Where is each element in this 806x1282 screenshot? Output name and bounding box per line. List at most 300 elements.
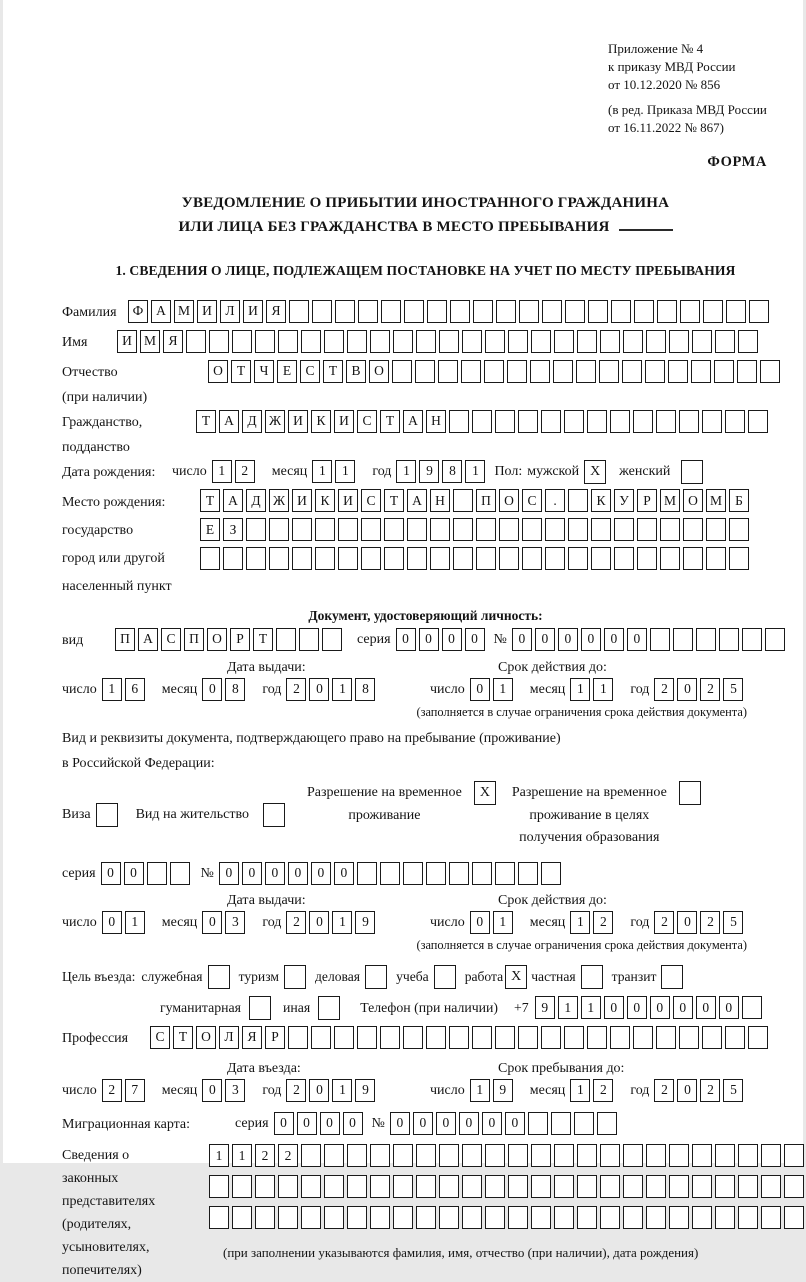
char-cell[interactable] (646, 330, 666, 353)
birth-place-row-1[interactable] (200, 489, 752, 512)
char-cell[interactable] (324, 1206, 344, 1229)
purpose-humanitarian-checkbox[interactable] (249, 996, 271, 1020)
purpose-private-checkbox[interactable] (581, 965, 603, 989)
char-cell[interactable] (680, 300, 700, 323)
char-cell[interactable]: 1 (212, 460, 232, 483)
char-cell[interactable]: 1 (558, 996, 578, 1019)
purpose-transit-checkbox[interactable] (661, 965, 683, 989)
char-cell[interactable] (269, 547, 289, 570)
char-cell[interactable]: Е (200, 518, 220, 541)
char-cell[interactable]: Р (265, 1026, 285, 1049)
char-cell[interactable]: 0 (459, 1112, 479, 1135)
char-cell[interactable] (403, 1026, 423, 1049)
char-cell[interactable]: 6 (125, 678, 145, 701)
char-cell[interactable] (691, 360, 711, 383)
char-cell[interactable] (209, 330, 229, 353)
char-cell[interactable] (784, 1144, 804, 1167)
char-cell[interactable] (426, 862, 446, 885)
char-cell[interactable]: 0 (512, 628, 532, 651)
char-cell[interactable] (269, 518, 289, 541)
char-cell[interactable] (393, 330, 413, 353)
char-cell[interactable] (679, 410, 699, 433)
migration-seriya-input[interactable] (274, 1112, 366, 1135)
char-cell[interactable]: М (660, 489, 680, 512)
birth-place-row-2[interactable] (200, 518, 752, 541)
char-cell[interactable]: 0 (343, 1112, 363, 1135)
char-cell[interactable]: 0 (219, 862, 239, 885)
char-cell[interactable] (600, 1175, 620, 1198)
char-cell[interactable] (726, 300, 746, 323)
char-cell[interactable] (611, 300, 631, 323)
char-cell[interactable]: 2 (654, 1079, 674, 1102)
char-cell[interactable] (255, 1206, 275, 1229)
char-cell[interactable] (361, 547, 381, 570)
char-cell[interactable]: 0 (202, 678, 222, 701)
char-cell[interactable] (703, 300, 723, 323)
char-cell[interactable]: 0 (677, 1079, 697, 1102)
char-cell[interactable]: 0 (265, 862, 285, 885)
char-cell[interactable] (568, 547, 588, 570)
char-cell[interactable] (564, 1026, 584, 1049)
char-cell[interactable] (370, 1175, 390, 1198)
char-cell[interactable]: О (207, 628, 227, 651)
char-cell[interactable] (530, 360, 550, 383)
char-cell[interactable] (683, 547, 703, 570)
purpose-tourism-checkbox[interactable] (284, 965, 306, 989)
patronymic-input[interactable] (208, 360, 783, 383)
char-cell[interactable] (633, 1026, 653, 1049)
char-cell[interactable] (600, 1206, 620, 1229)
char-cell[interactable]: 0 (677, 678, 697, 701)
char-cell[interactable]: 2 (278, 1144, 298, 1167)
char-cell[interactable]: Д (246, 489, 266, 512)
stay-day[interactable] (470, 1079, 516, 1102)
char-cell[interactable] (568, 489, 588, 512)
char-cell[interactable] (473, 300, 493, 323)
char-cell[interactable]: 0 (650, 996, 670, 1019)
char-cell[interactable]: 0 (696, 996, 716, 1019)
char-cell[interactable] (591, 518, 611, 541)
char-cell[interactable]: А (219, 410, 239, 433)
purpose-work-checkbox[interactable]: X (505, 965, 527, 989)
char-cell[interactable] (472, 1026, 492, 1049)
char-cell[interactable] (439, 330, 459, 353)
phone-input[interactable] (535, 996, 765, 1019)
char-cell[interactable] (209, 1206, 229, 1229)
char-cell[interactable]: Т (231, 360, 251, 383)
char-cell[interactable] (276, 628, 296, 651)
char-cell[interactable] (232, 330, 252, 353)
char-cell[interactable] (715, 330, 735, 353)
char-cell[interactable] (499, 547, 519, 570)
char-cell[interactable] (610, 410, 630, 433)
char-cell[interactable] (765, 628, 785, 651)
identity-doc-number-input[interactable] (512, 628, 788, 651)
residence-valid-day[interactable] (470, 911, 516, 934)
char-cell[interactable]: 0 (202, 1079, 222, 1102)
char-cell[interactable]: 0 (242, 862, 262, 885)
char-cell[interactable] (588, 300, 608, 323)
char-cell[interactable] (749, 300, 769, 323)
char-cell[interactable] (324, 1144, 344, 1167)
char-cell[interactable] (542, 300, 562, 323)
char-cell[interactable] (301, 330, 321, 353)
char-cell[interactable] (255, 330, 275, 353)
char-cell[interactable]: Т (173, 1026, 193, 1049)
char-cell[interactable] (392, 360, 412, 383)
stay-month[interactable] (570, 1079, 616, 1102)
char-cell[interactable]: Ч (254, 360, 274, 383)
char-cell[interactable]: 2 (102, 1079, 122, 1102)
char-cell[interactable]: В (346, 360, 366, 383)
char-cell[interactable] (600, 330, 620, 353)
char-cell[interactable]: 0 (436, 1112, 456, 1135)
identity-valid-year[interactable] (654, 678, 746, 701)
char-cell[interactable] (737, 360, 757, 383)
char-cell[interactable] (657, 300, 677, 323)
char-cell[interactable] (416, 1206, 436, 1229)
char-cell[interactable] (545, 518, 565, 541)
citizenship-input[interactable] (196, 410, 771, 433)
char-cell[interactable]: 3 (225, 911, 245, 934)
char-cell[interactable]: Я (163, 330, 183, 353)
char-cell[interactable]: 1 (102, 678, 122, 701)
char-cell[interactable]: 1 (570, 678, 590, 701)
representatives-row-1[interactable] (209, 1144, 806, 1167)
char-cell[interactable]: 1 (470, 1079, 490, 1102)
identity-valid-month[interactable] (570, 678, 616, 701)
purpose-official-checkbox[interactable] (208, 965, 230, 989)
char-cell[interactable] (738, 330, 758, 353)
char-cell[interactable]: 0 (101, 862, 121, 885)
char-cell[interactable]: 0 (309, 1079, 329, 1102)
char-cell[interactable] (407, 518, 427, 541)
char-cell[interactable] (370, 1144, 390, 1167)
char-cell[interactable] (637, 547, 657, 570)
char-cell[interactable] (439, 1206, 459, 1229)
rvp-checkbox[interactable]: X (474, 781, 496, 805)
char-cell[interactable] (623, 1206, 643, 1229)
char-cell[interactable] (531, 1206, 551, 1229)
char-cell[interactable] (591, 547, 611, 570)
char-cell[interactable] (637, 518, 657, 541)
char-cell[interactable] (784, 1206, 804, 1229)
char-cell[interactable]: 2 (593, 1079, 613, 1102)
char-cell[interactable] (147, 862, 167, 885)
char-cell[interactable]: 2 (654, 678, 674, 701)
char-cell[interactable] (415, 360, 435, 383)
char-cell[interactable] (301, 1206, 321, 1229)
char-cell[interactable]: П (476, 489, 496, 512)
char-cell[interactable]: П (115, 628, 135, 651)
char-cell[interactable]: 0 (719, 996, 739, 1019)
char-cell[interactable] (692, 330, 712, 353)
char-cell[interactable]: 0 (558, 628, 578, 651)
char-cell[interactable] (656, 410, 676, 433)
char-cell[interactable]: И (288, 410, 308, 433)
char-cell[interactable]: О (208, 360, 228, 383)
migration-number-input[interactable] (390, 1112, 620, 1135)
char-cell[interactable] (577, 1175, 597, 1198)
char-cell[interactable] (315, 547, 335, 570)
char-cell[interactable]: 0 (309, 678, 329, 701)
char-cell[interactable] (725, 1026, 745, 1049)
char-cell[interactable]: 8 (355, 678, 375, 701)
char-cell[interactable] (439, 1175, 459, 1198)
char-cell[interactable]: Р (230, 628, 250, 651)
char-cell[interactable] (646, 1144, 666, 1167)
char-cell[interactable] (683, 518, 703, 541)
char-cell[interactable]: 0 (390, 1112, 410, 1135)
char-cell[interactable] (439, 1144, 459, 1167)
entry-year[interactable] (286, 1079, 378, 1102)
char-cell[interactable]: 1 (493, 911, 513, 934)
residence-issue-month[interactable] (202, 911, 248, 934)
char-cell[interactable] (706, 547, 726, 570)
char-cell[interactable]: Т (384, 489, 404, 512)
char-cell[interactable]: Ж (265, 410, 285, 433)
char-cell[interactable]: 1 (332, 911, 352, 934)
birth-year-input[interactable] (396, 460, 488, 483)
char-cell[interactable]: 5 (723, 1079, 743, 1102)
char-cell[interactable]: 5 (723, 911, 743, 934)
char-cell[interactable] (484, 360, 504, 383)
char-cell[interactable] (278, 1175, 298, 1198)
char-cell[interactable] (679, 1026, 699, 1049)
char-cell[interactable] (623, 1144, 643, 1167)
char-cell[interactable] (357, 1026, 377, 1049)
char-cell[interactable] (715, 1144, 735, 1167)
char-cell[interactable]: 0 (413, 1112, 433, 1135)
char-cell[interactable]: З (223, 518, 243, 541)
char-cell[interactable] (430, 547, 450, 570)
char-cell[interactable] (650, 628, 670, 651)
char-cell[interactable] (668, 360, 688, 383)
char-cell[interactable]: 0 (288, 862, 308, 885)
char-cell[interactable] (614, 518, 634, 541)
char-cell[interactable] (587, 1026, 607, 1049)
char-cell[interactable] (645, 360, 665, 383)
char-cell[interactable]: С (357, 410, 377, 433)
char-cell[interactable]: С (361, 489, 381, 512)
char-cell[interactable]: 1 (232, 1144, 252, 1167)
char-cell[interactable] (278, 330, 298, 353)
stay-year[interactable] (654, 1079, 746, 1102)
char-cell[interactable] (508, 1144, 528, 1167)
char-cell[interactable]: И (243, 300, 263, 323)
char-cell[interactable] (427, 300, 447, 323)
char-cell[interactable] (322, 628, 342, 651)
char-cell[interactable]: . (545, 489, 565, 512)
char-cell[interactable] (597, 1112, 617, 1135)
residence-number-input[interactable] (219, 862, 564, 885)
char-cell[interactable]: 2 (593, 911, 613, 934)
char-cell[interactable]: 2 (235, 460, 255, 483)
char-cell[interactable]: 2 (700, 678, 720, 701)
residence-valid-year[interactable] (654, 911, 746, 934)
char-cell[interactable] (554, 1144, 574, 1167)
char-cell[interactable]: Е (277, 360, 297, 383)
char-cell[interactable]: А (407, 489, 427, 512)
char-cell[interactable] (673, 628, 693, 651)
char-cell[interactable] (719, 628, 739, 651)
char-cell[interactable] (449, 410, 469, 433)
char-cell[interactable] (742, 996, 762, 1019)
char-cell[interactable]: 1 (593, 678, 613, 701)
char-cell[interactable] (507, 360, 527, 383)
char-cell[interactable] (485, 1175, 505, 1198)
char-cell[interactable]: 1 (332, 678, 352, 701)
residence-seriya-input[interactable] (101, 862, 193, 885)
char-cell[interactable] (347, 1144, 367, 1167)
char-cell[interactable] (738, 1206, 758, 1229)
char-cell[interactable] (209, 1175, 229, 1198)
char-cell[interactable] (660, 518, 680, 541)
char-cell[interactable] (554, 1175, 574, 1198)
char-cell[interactable] (347, 1175, 367, 1198)
char-cell[interactable]: 0 (311, 862, 331, 885)
char-cell[interactable]: П (184, 628, 204, 651)
char-cell[interactable] (232, 1175, 252, 1198)
char-cell[interactable] (702, 410, 722, 433)
char-cell[interactable]: С (300, 360, 320, 383)
char-cell[interactable]: Л (219, 1026, 239, 1049)
entry-month[interactable] (202, 1079, 248, 1102)
char-cell[interactable] (358, 300, 378, 323)
char-cell[interactable]: Б (729, 489, 749, 512)
char-cell[interactable] (554, 330, 574, 353)
char-cell[interactable] (381, 300, 401, 323)
char-cell[interactable]: М (706, 489, 726, 512)
char-cell[interactable]: 0 (482, 1112, 502, 1135)
char-cell[interactable] (347, 1206, 367, 1229)
char-cell[interactable] (784, 1175, 804, 1198)
char-cell[interactable] (289, 300, 309, 323)
char-cell[interactable] (577, 330, 597, 353)
char-cell[interactable] (551, 1112, 571, 1135)
char-cell[interactable]: 0 (465, 628, 485, 651)
char-cell[interactable] (407, 547, 427, 570)
char-cell[interactable] (587, 410, 607, 433)
char-cell[interactable] (669, 1175, 689, 1198)
char-cell[interactable] (338, 547, 358, 570)
char-cell[interactable] (315, 518, 335, 541)
char-cell[interactable]: А (151, 300, 171, 323)
char-cell[interactable] (292, 547, 312, 570)
char-cell[interactable] (531, 1175, 551, 1198)
char-cell[interactable]: Р (637, 489, 657, 512)
char-cell[interactable]: 0 (419, 628, 439, 651)
char-cell[interactable] (669, 330, 689, 353)
char-cell[interactable] (565, 300, 585, 323)
char-cell[interactable]: Ж (269, 489, 289, 512)
birth-day-input[interactable] (212, 460, 258, 483)
char-cell[interactable]: 0 (124, 862, 144, 885)
char-cell[interactable]: С (161, 628, 181, 651)
char-cell[interactable]: 1 (396, 460, 416, 483)
char-cell[interactable] (232, 1206, 252, 1229)
char-cell[interactable] (577, 1144, 597, 1167)
char-cell[interactable]: 2 (255, 1144, 275, 1167)
char-cell[interactable] (462, 330, 482, 353)
char-cell[interactable] (522, 547, 542, 570)
char-cell[interactable]: 1 (493, 678, 513, 701)
char-cell[interactable] (334, 1026, 354, 1049)
char-cell[interactable] (656, 1026, 676, 1049)
char-cell[interactable] (324, 330, 344, 353)
surname-input[interactable] (128, 300, 772, 323)
char-cell[interactable]: 0 (442, 628, 462, 651)
char-cell[interactable]: 1 (312, 460, 332, 483)
birth-month-input[interactable] (312, 460, 358, 483)
char-cell[interactable] (669, 1144, 689, 1167)
char-cell[interactable] (600, 1144, 620, 1167)
char-cell[interactable] (438, 360, 458, 383)
char-cell[interactable] (522, 518, 542, 541)
char-cell[interactable] (729, 518, 749, 541)
char-cell[interactable] (622, 360, 642, 383)
char-cell[interactable] (384, 518, 404, 541)
char-cell[interactable] (335, 300, 355, 323)
char-cell[interactable]: 0 (297, 1112, 317, 1135)
char-cell[interactable]: 2 (286, 911, 306, 934)
char-cell[interactable]: Т (196, 410, 216, 433)
char-cell[interactable] (706, 518, 726, 541)
char-cell[interactable]: Т (200, 489, 220, 512)
identity-doc-seriya-input[interactable] (396, 628, 488, 651)
char-cell[interactable]: А (223, 489, 243, 512)
char-cell[interactable]: С (150, 1026, 170, 1049)
char-cell[interactable] (692, 1206, 712, 1229)
char-cell[interactable]: Т (380, 410, 400, 433)
char-cell[interactable] (324, 1175, 344, 1198)
char-cell[interactable]: И (338, 489, 358, 512)
char-cell[interactable]: 5 (723, 678, 743, 701)
sex-male-checkbox[interactable]: X (584, 460, 606, 484)
entry-day[interactable] (102, 1079, 148, 1102)
char-cell[interactable] (761, 1175, 781, 1198)
char-cell[interactable]: А (138, 628, 158, 651)
char-cell[interactable] (384, 547, 404, 570)
char-cell[interactable] (554, 1206, 574, 1229)
char-cell[interactable] (564, 410, 584, 433)
char-cell[interactable] (518, 862, 538, 885)
char-cell[interactable] (738, 1175, 758, 1198)
char-cell[interactable] (531, 330, 551, 353)
char-cell[interactable] (702, 1026, 722, 1049)
identity-valid-day[interactable] (470, 678, 516, 701)
char-cell[interactable] (692, 1175, 712, 1198)
char-cell[interactable] (496, 300, 516, 323)
char-cell[interactable] (462, 1144, 482, 1167)
char-cell[interactable]: 1 (570, 911, 590, 934)
char-cell[interactable]: 1 (570, 1079, 590, 1102)
char-cell[interactable] (545, 547, 565, 570)
char-cell[interactable]: О (499, 489, 519, 512)
char-cell[interactable] (577, 1206, 597, 1229)
char-cell[interactable] (246, 547, 266, 570)
char-cell[interactable] (610, 1026, 630, 1049)
char-cell[interactable]: 0 (309, 911, 329, 934)
char-cell[interactable] (301, 1144, 321, 1167)
char-cell[interactable]: А (403, 410, 423, 433)
char-cell[interactable]: 0 (102, 911, 122, 934)
char-cell[interactable] (453, 518, 473, 541)
char-cell[interactable]: 0 (627, 628, 647, 651)
char-cell[interactable]: 2 (654, 911, 674, 934)
char-cell[interactable]: 7 (125, 1079, 145, 1102)
char-cell[interactable] (696, 628, 716, 651)
